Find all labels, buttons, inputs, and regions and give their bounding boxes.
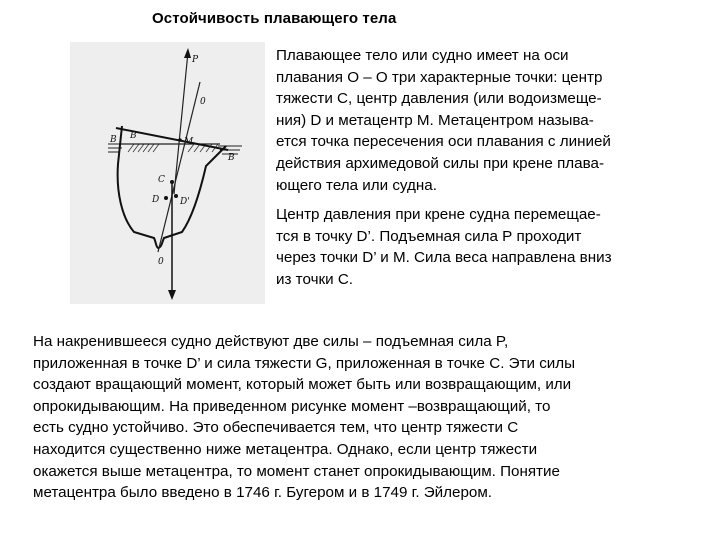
slide-title: Остойчивость плавающего тела — [152, 10, 397, 27]
label-p: P — [192, 55, 199, 65]
center-of-pressure-point — [164, 196, 168, 200]
label-waterline-right: B — [228, 153, 235, 163]
text-line: метацентра было введено в 1746 г. Бугером и в 1749 г. Эйлером. — [33, 484, 493, 502]
text-line: Плавающее тело или судно имеет на оси — [276, 47, 569, 64]
text-line: плавания О – О три характерные точки: центр — [276, 68, 603, 86]
text-line: тся в точку D’. Подъемная сила Р проходит — [276, 227, 582, 245]
text-line: окажется выше метацентра, то момент станет опрокидывающим. Понятие — [33, 462, 560, 480]
label-waterline-left: B — [110, 135, 117, 145]
label-o-bottom: 0 — [158, 257, 164, 267]
center-of-gravity-point — [170, 180, 174, 184]
text-line: действия архимедовой силы при крене плава- — [276, 154, 605, 172]
paragraph-floating-axis — [276, 45, 686, 196]
figure-background — [70, 42, 265, 304]
text-line: ющего тела или судна. — [276, 176, 437, 194]
label-d-prime: D' — [180, 197, 190, 207]
text-line: есть судно устойчиво. Это обеспечивается тем, что центр тяжести С — [33, 419, 519, 437]
text-line: из точки С. — [276, 270, 354, 288]
text-line: Центр давления при крене судна перемещае- — [276, 206, 601, 223]
label-o-top: 0 — [200, 97, 206, 107]
text-line: создают вращающий момент, который может быть или возвращающим, или — [33, 376, 572, 394]
paragraph-pressure-center — [276, 204, 686, 290]
text-line: ется точка пересечения оси плавания с линией — [276, 133, 611, 151]
text-line: ния) D и метацентр М. Метацентром называ- — [276, 111, 594, 129]
text-line: На накренившееся судно действуют две силы – подъемная сила P, — [33, 333, 509, 350]
text-line: тяжести С, центр давления (или водоизмеще- — [276, 90, 602, 108]
label-c: C — [158, 175, 165, 185]
label-b-hull: B — [130, 131, 137, 141]
floating-body-diagram — [70, 42, 265, 304]
paragraph-forces — [33, 331, 693, 504]
label-d: D — [152, 195, 160, 205]
text-line: через точки D’ и М. Сила веса направлена вниз — [276, 249, 612, 267]
shifted-center-of-pressure-point — [174, 194, 178, 198]
label-m: M — [184, 137, 194, 147]
metacenter-point — [178, 138, 182, 142]
text-line: находится существенно ниже метацентра. Однако, если центр тяжести — [33, 440, 538, 458]
text-line: приложенная в точке D’ и сила тяжести G, приложенная в точке C. Эти силы — [33, 354, 576, 372]
text-line: опрокидывающим. На приведенном рисунке момент –возвращающий, то — [33, 397, 551, 415]
